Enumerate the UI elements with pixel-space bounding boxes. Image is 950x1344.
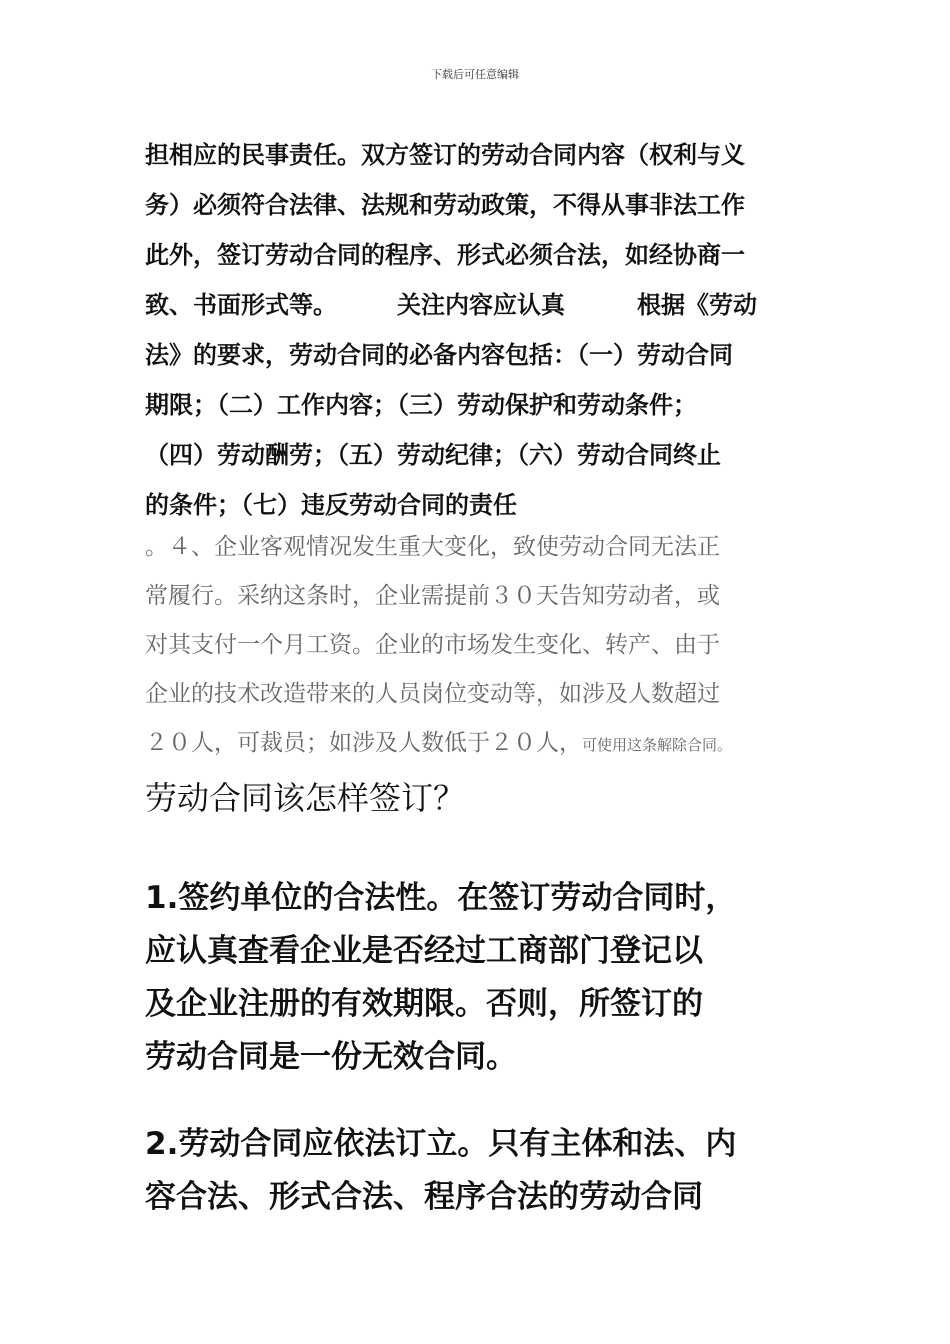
- text-line: 劳动合同是一份无效合同。: [145, 1039, 517, 1075]
- text-line-tail: 可使用这条解除合同。: [582, 736, 733, 754]
- point-1-paragraph: [145, 872, 817, 1084]
- text-line: 常履行。采纳这条时，企业需提前３０天告知劳动者，或: [145, 583, 720, 609]
- termination-paragraph: [145, 523, 817, 768]
- text-line: 此外，签订劳动合同的程序、形式必须合法，如经协商一: [145, 241, 745, 269]
- section-heading: 劳动合同该怎样签订？: [145, 779, 466, 817]
- text-line: 应认真查看企业是否经过工商部门登记以: [145, 933, 703, 969]
- text-line: 及企业注册的有效期限。否则，所签订的: [145, 986, 703, 1022]
- text-line: 1.签约单位的合法性。在签订劳动合同时，: [145, 880, 737, 916]
- page-header: 下载后可任意编辑: [431, 68, 519, 81]
- point-2-paragraph: [145, 1118, 817, 1224]
- text-line: 的条件；（七）违反劳动合同的责任: [145, 491, 517, 519]
- text-line: 法》的要求，劳动合同的必备内容包括：（一）劳动合同: [145, 341, 733, 369]
- text-line: 担相应的民事责任。双方签订的劳动合同内容（权利与义: [145, 141, 745, 169]
- text-line: [145, 719, 817, 768]
- contract-content-paragraph: [145, 130, 817, 530]
- text-line: 企业的技术改造带来的人员岗位变动等，如涉及人数超过: [145, 681, 720, 707]
- text-line: 。４、企业客观情况发生重大变化，致使劳动合同无法正: [145, 534, 720, 560]
- text-line-main: ２０人，可裁员；如涉及人数低于２０人，: [145, 730, 582, 756]
- text-line: 容合法、形式合法、程序合法的劳动合同: [145, 1179, 703, 1215]
- text-line: （四）劳动酬劳；（五）劳动纪律；（六）劳动合同终止: [145, 441, 721, 469]
- text-line: 2.劳动合同应依法订立。只有主体和法、内: [145, 1126, 737, 1162]
- text-line: 务）必须符合法律、法规和劳动政策，不得从事非法工作: [145, 191, 745, 219]
- text-line: 对其支付一个月工资。企业的市场发生变化、转产、由于: [145, 632, 720, 658]
- text-line: 期限；（二）工作内容；（三）劳动保护和劳动条件；: [145, 391, 697, 419]
- text-line: 致、书面形式等。 关注内容应认真 根据《劳动: [145, 291, 757, 319]
